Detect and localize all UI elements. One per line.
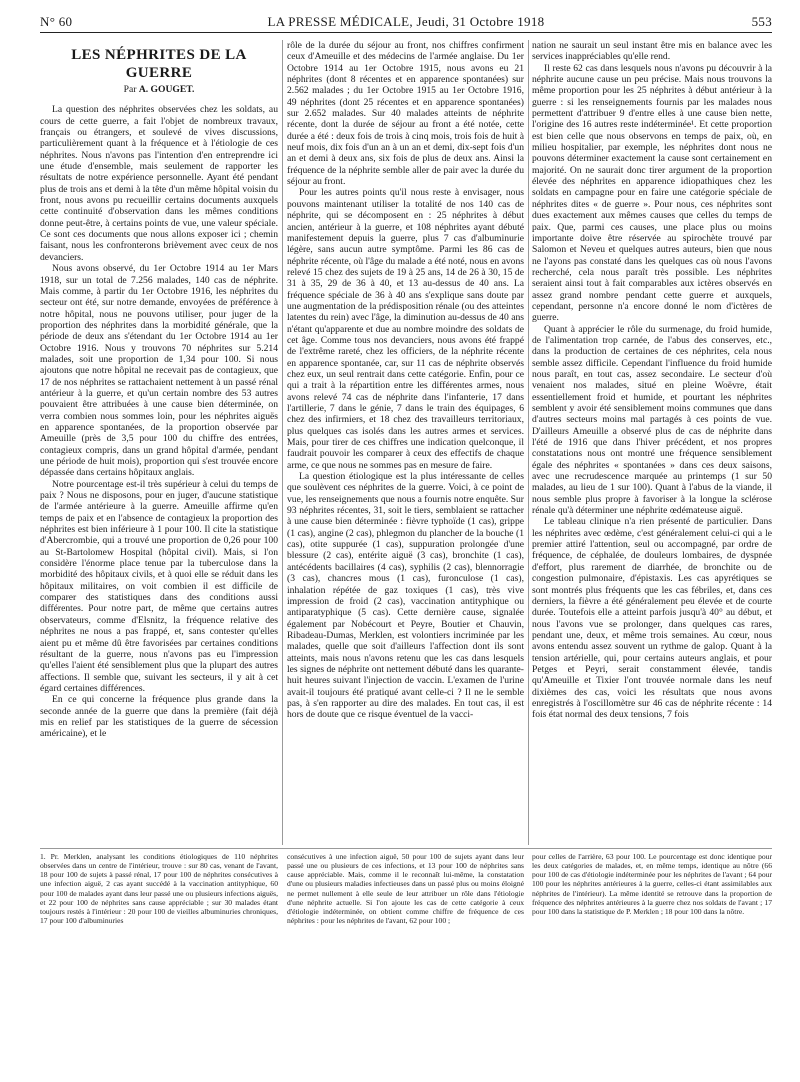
paragraph: Quant à apprécier le rôle du surmenage, du froid humide, de l'alimentation trop carnée, de l'abus des conserves, etc., dans la production de certaines de ces néphrites, cela nous semble assez difficile. Cependant l'influence du froid humide nous paraît, en tout cas, assez secondaire. Le secteur d'où venaient nos malades, situé en pleine Woëvre, était essentiellement froid et humide, et pourtant les néphrites semblent y avoir été sensiblement moins communes que dans d'autres secteurs moins mal partagés à ces points de vue. D'ailleurs Ameuille a observé plus de cas de néphrite dans l'été de 1916 que dans l'hiver précédent, et nos propres constatations nous ont montré une fréquence sensiblement égale des néphrites « spontanées » dans ces deux saisons, avec une recrudescence marquée au printemps (1 sur 50 malades, au lieu de 1 sur 100). Quant à l'abus de la viande, il nous semble plus propre à favoriser à la longue la sclérose rénale qu'à déterminer une néphrite œdémateuse aiguë. [532,323,772,517]
issue-number: N° 60 [40,14,73,29]
footnote-column-2 [287,852,524,1072]
column-divider [282,40,283,845]
paragraph: Il reste 62 cas dans lesquels nous n'avons pu découvrir à la néphrite aucune cause un peu précise. Mais nous trouvons la même proportion pour les 25 néphrites à début antérieur à la guerre : si les renseignements fournis par les malades nous permettent d'attribuer 9 d'entre elles à une cause bien nette, l'origine des 16 autres reste indéterminée¹. Et cette proportion est bien celle que nous observons en temps de paix, où, en milieu hospitalier, par exemple, les néphrites dont nous ne pouvons déterminer exactement la cause sont certainement en majorité. On ne saurait donc tirer argument de la proportion élevée des néphrites en apparence idiopathiques chez les soldats en campagne pour en faire une catégorie spéciale de néphrites dites « de guerre ». Pour nous, ces néphrites sont dues exactement aux mêmes causes que celles du temps de paix. Que, parmi ces causes, une place plus ou moins importante doive être réservée au spirochète trouvé par Salomon et Neveu et quelques autres auteurs, bien que nous ne l'ayons pas constaté dans les quelques cas où nous l'avons recherché, cela nous paraît très possible. Les néphrites seraient ainsi tout à fait comparables aux ictères observés en assez grand nombre pendant cette guerre et auxquels, cependant, personne n'a encore donné le nom d'ictères de guerre. [532,62,772,324]
byline-prefix: Par [123,84,137,95]
issue-date: Jeudi, 31 Octobre 1918 [416,14,545,29]
footnote-column-1 [40,852,278,1072]
text-column-3 [532,40,772,845]
paragraph: Notre pourcentage est-il très supérieur à celui du temps de paix ? Nous ne disposons, pour en juger, d'aucune statistique de l'armée antérieure à la guerre. Ameuille affirme qu'en temps de paix et en l'absence de contagieux la proportion des néphrites est bien inférieure à 1 pour 100. Il cite la statistique d'Abercrombie, qui a trouvé une proportion de 0,26 pour 100 au St-Bartolomew Hospital (hôpital civil). Mais, si l'on considère l'énorme place tenue par la tuberculose dans la morbidité des hôpitaux civils, et à quoi elle se réduit dans les hôpitaux militaires, on voit combien il est difficile de comparer des statistiques dans des conditions aussi différentes. Pour notre part, de même que certains autres observateurs, comme d'Elsnitz, la fréquence relative des néphrites ne nous a pas frappé, et, sans contester qu'elles aient pu et même dû être favorisées par certaines conditions résultant de la guerre, nous n'avons pas eu l'impression qu'elles l'aient été sensiblement plus que la plupart des autres affections. Il semble que, suivant les secteurs, il y ait à cet égard certaines différences. [40,478,278,694]
column-divider [528,40,529,845]
paragraph: La question étiologique est la plus intéressante de celles que soulèvent ces néphrites de la guerre. Voici, à ce point de vue, les renseignements que nous a fournis notre enquête. Sur 93 néphrites récentes, 31, soit le tiers, semblaient se rattacher à une cause bien déterminée : fièvre typhoïde (1 cas), grippe (1 cas), angine (2 cas), phlegmon du plancher de la bouche (1 cas), otite suppurée (1 cas), suppuration prolongée d'une blessure (2 cas), entérite aiguë (3 cas), bronchite (1 cas), antécédents bacillaires (4 cas), syphilis (2 cas), blennorragie (3 cas), chancres mous (1 cas), furonculose (1 cas), inhalation répétée de gaz toxiques (1 cas), très vive impression de froid (2 cas), vaccination antityphique ou antiparatyphique (5 cas). Cette dernière cause, signalée également par Nobécourt et Peyre, Boutier et Chauvin, Ribadeau-Dumas, Merklen, est volontiers incriminée par les malades, quelle que soit d'ailleurs l'affection dont ils sont atteints, mais nous n'avons retenu que les cas dans lesquels les signes de néphrite ont nettement débuté dans les quarante-huit heures suivant l'injection de vaccin. L'examen de l'urine avait-il toujours été pratiqué avant celle-ci ? Il ne le semble pas, à s'en rapporter au dire des malades. En tout cas, il est hors de doute que ce risque éventuel de la vacci- [287,471,524,721]
footnote-divider [40,848,772,849]
paragraph: Le tableau clinique n'a rien présenté de particulier. Dans les néphrites avec œdème, c'est généralement celui-ci qui a le premier attiré l'attention, seul ou accompagné, par ordre de fréquence, de céphalée, de douleurs lombaires, de dyspnée d'effort, plus rarement de diarrhée, de bronchite ou de congestion pulmonaire, d'épistaxis. Les cas apyrétiques se sont montrés plus fréquents que les cas fébriles, et, dans ces derniers, la fièvre a été généralement peu élevée et de courte durée. Toutefois elle a atteint parfois jusqu'à 40° au début, et nous l'avons vue se prolonger, dans quelques cas rares, pendant une, deux, et même trois semaines. Au cœur, nous avons entendu assez souvent un rythme de galop. Quant à la tension artérielle, qui, pour certains auteurs anglais, et pour Petges et Peyri, serait constamment élevée, tandis qu'Ameuille et Tixier l'ont trouvée normale dans les neuf dixièmes des cas, voici les résultats que nous avons enregistrés à l'oscillomètre sur 46 cas de néphrite récente : 14 fois état normal des deux tensions, 7 fois [532,516,772,721]
article-title: LES NÉPHRITES DE LA GUERRE [71,47,247,81]
paragraph: La question des néphrites observées chez les soldats, au cours de cette guerre, a fait l'objet de nombreux travaux, français ou étrangers, et soulevé de vives discussions, particulièrement quant à la fréquence et à l'étiologie de ces néphrites. Nous n'avons pas l'intention d'en entreprendre ici une étude d'ensemble, mais seulement de rapporter les résultats de notre expérience personnelle. Ayant été pendant plus de trois ans et demi à la tête d'un même hôpital voisin du front, nous avons pu recueillir certains documents auxquels cette continuité d'observation dans les mêmes conditions donne peut-être, à certains points de vue, une valeur spéciale. Ce sont ces documents que nous allons exposer ici ; chemin faisant, nous les confronterons brièvement avec ceux de nos devanciers. [40,104,278,263]
paragraph: nation ne saurait un seul instant être mis en balance avec les services inappréciables qu'elle rend. [532,40,772,63]
paragraph: Pour les autres points qu'il nous reste à envisager, nous pouvons maintenant utiliser la totalité de nos 140 cas de néphrite, qui se décomposent en : 25 néphrites à début ancien, antérieur à la guerre, et 108 néphrites ayant débuté manifestement depuis la guerre, plus 7 cas d'albuminurie légère, sans aucun autre symptôme. Parmi les 86 cas de néphrite récente, où l'âge du malade a été noté, nous en avons relevé 15 chez des sujets de 19 à 25 ans, 14 de 26 à 30, 15 de 31 à 35, 29 de 36 à 40, et 13 au-dessus de 40 ans. La fréquence spéciale de 36 à 40 ans s'explique sans doute par une augmentation de la prédisposition rénale (ou des atteintes latentes du rein) avec l'âge, la diminution au-dessus de 40 ans n'étant qu'apparente et due au nombre moindre des soldats de cet âge. Comme tous nos devanciers, nous avons été frappé de l'extrême rareté, chez les officiers, de la néphrite récente en apparence spontanée, car, sur 11 cas de néphrite observés chez eux, un seul rentrait dans cette catégorie. Enfin, pour ce qui a trait à la répartition entre les différentes armes, nous avons relevé 74 cas de néphrite dans l'infanterie, 17 dans l'artillerie, 7 dans le génie, 7 dans le train des équipages, 6 chez des infirmiers, et 18 chez des travailleurs territoriaux, plus quelques cas isolés dans les autres armes et services. Mais, pour tirer de ces chiffres une indication quelconque, il faudrait pouvoir les comparer à ceux des effectifs de chaque arme, ce que nous ne sommes pas en mesure de faire. [287,187,524,471]
paragraph: rôle de la durée du séjour au front, nos chiffres confirment ceux d'Ameuille et des médecins de l'armée anglaise. Du 1er Octobre 1914 au 1er Octobre 1915, nous avons eu 21 néphrites (dont 8 récentes et en apparence spontanées) sur 2.562 malades ; du 1er Octobre 1915 au 1er Octobre 1916, 49 néphrites (dont 25 récentes et en apparence spontanées) sur 2.652 malades. Sur 40 malades atteints de néphrite récente, dont la durée de séjour au front a été notée, cette durée a été : deux fois de trois à cinq mois, trois fois de huit à neuf mois, dix fois d'un an à un an et demi, dix-sept fois d'un an et demi à deux ans, six fois de plus de deux ans. Ainsi la fréquence de la néphrite semble aller de pair avec la durée du séjour au front. [287,40,524,188]
page-number: 553 [751,14,772,29]
footnote: pour celles de l'arrière, 63 pour 100. Le pourcentage est donc identique pour les deux catégories de malades, et, en même temps, identique au nôtre (66 pour 100 de cas d'étiologie indéterminée pour les néphrites de l'avant ; 64 pour 100 pour les néphrites antérieures à la guerre, celles-ci étant assimilables aux néphrites de l'intérieur). La même identité se retrouve dans la proportion de fréquence des néphrites antérieures à la guerre chez nos soldats de l'avant ; 17 pour 100 dans la statistique de P. Merklen ; 18 pour 100 dans la nôtre. [532,852,772,916]
text-column-2 [287,40,524,845]
footnote: 1. Pr. Merklen, analysant les conditions étiologiques de 110 néphrites observées dans un centre de l'intérieur, trouve : sur 80 cas, venant de l'avant, 18 pour 100 de sujets à passé rénal, 17 pour 100 de néphrites consécutives à une infection aiguë, 2 cas ayant succédé à la vaccination antityphique, 60 pour 100 de malades ayant dans leur passé une ou plusieurs infections aiguës, et 22 pour 100 de néphrites sans cause appréciable ; sur 30 malades étant toujours restés à l'intérieur : 20 pour 100 de vieilles albuminuries chroniques, 17 pour 100 d'albuminuries [40,852,278,926]
paragraph: En ce qui concerne la fréquence plus grande dans la seconde année de la guerre que dans la première (fait déjà mis en relief par les statistiques de la guerre de sécession américaine), et le [40,694,278,740]
footnote: consécutives à une infection aiguë, 50 pour 100 de sujets ayant dans leur passé une ou plusieurs de ces infections, et 13 pour 100 de néphrites sans cause appréciable. Mais, comme il le reconnaît lui-même, la constatation d'une ou plusieurs maladies infectieuses dans un passé plus ou moins éloigné ne permet nullement à elle seule de leur attribuer un rôle dans l'étiologie d'une néphrite actuelle. Si l'on ajoute les cas de cette catégorie à ceux d'étiologie indéterminée, on obtient comme chiffre de fréquence de ces néphrites : pour les néphrites de l'avant, 62 pour 100 ; [287,852,524,926]
text-column-1 [40,40,278,845]
journal-name: LA PRESSE MÉDICALE, [267,14,413,29]
byline [40,84,278,95]
running-header [40,10,772,33]
author-name: A. GOUGET. [138,84,195,95]
journal-and-date [40,14,772,30]
footnote-column-3 [532,852,772,1072]
paragraph: Nous avons observé, du 1er Octobre 1914 au 1er Mars 1918, sur un total de 7.256 malades, 140 cas de néphrite. Mais comme, à partir du 1er Octobre 1916, les néphrites du secteur ont été, sur notre demande, envoyées de préférence à notre hôpital, nous ne pouvons utiliser, pour juger de la proportion des néphrites dans la morbidité générale, que la période de deux ans s'étendant du 1er Octobre 1914 au 1er Octobre 1916. Nous y trouvons 70 néphrites sur 5.214 malades, soit une proportion de 1,34 pour 100. Si nous ajoutons que notre hôpital ne recevait pas de contagieux, que 17 de nos néphrites se rattachaient nettement à un passé rénal antérieur à la guerre, et qu'un certain nombre des 53 autres pouvaient être attribuées à une cause bien déterminée, on verra combien nous sommes loin, pour les néphrites aiguës en apparence spontanées, de la proportion observée par Ameuille (près de 3,5 pour 100 du chiffre des entrées, contagieux compris, dans un grand hôpital d'armée, pendant une période de huit mois), proportion qui s'est trouvée encore dépassée dans certains hôpitaux anglais. [40,263,278,479]
